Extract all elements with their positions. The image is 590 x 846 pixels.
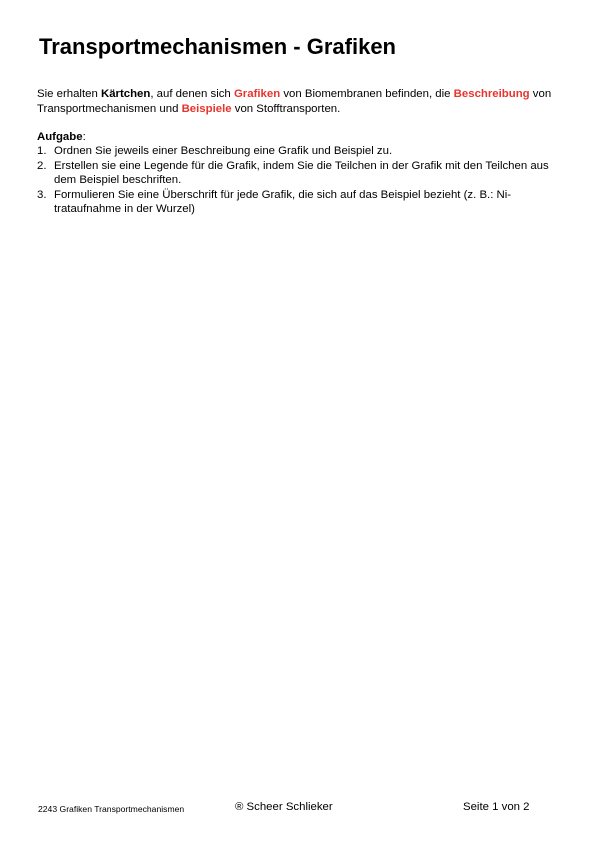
footer-page-number: Seite 1 von 2: [463, 801, 530, 813]
task-text: Ordnen Sie jeweils einer Beschreibung eine Grafik und Beispiel zu.: [54, 145, 393, 157]
intro-text-5: von Stofftransporten.: [231, 103, 341, 115]
task-heading-colon: :: [82, 131, 86, 143]
footer-copyright: ® Scheer Schlieker: [235, 801, 333, 813]
task-item-1: [37, 144, 557, 159]
task-heading: [37, 130, 86, 145]
task-item-3: [37, 188, 557, 217]
task-text: Formulieren Sie eine Überschrift für jede Grafik, die sich auf das Beispiel bezieht (z. B.: Ni-trataufnahme in der Wurzel): [54, 188, 512, 215]
intro-text-3: von Biomembranen befinden, die: [280, 88, 454, 100]
page-title: Transportmechanismen - Grafiken: [39, 34, 396, 59]
intro-bold-kaertchen: Kärtchen: [100, 88, 151, 100]
intro-highlight-beispiele: Beispiele: [181, 103, 232, 115]
intro-text-4: von Transportmechanismen und: [37, 88, 552, 115]
task-number: 3.: [37, 188, 47, 201]
intro-paragraph: [37, 87, 577, 117]
task-number: 1.: [37, 145, 47, 157]
task-list: [37, 144, 557, 217]
task-item-2: [37, 159, 557, 188]
intro-highlight-grafiken: Grafiken: [233, 88, 281, 100]
task-number: 2.: [37, 159, 47, 172]
intro-text-1: Sie erhalten: [37, 88, 101, 100]
footer-document-id: 2243 Grafiken Transportmechanismen: [38, 804, 185, 814]
intro-text-2: , auf denen sich: [150, 88, 234, 100]
task-text: Erstellen sie eine Legende für die Grafik, indem Sie die Teilchen in der Grafik mit den Teilchen aus dem Beispiel beschriften.: [54, 159, 549, 186]
intro-highlight-beschreibung: Beschreibung: [453, 88, 530, 100]
task-heading-label: Aufgabe: [37, 131, 83, 143]
